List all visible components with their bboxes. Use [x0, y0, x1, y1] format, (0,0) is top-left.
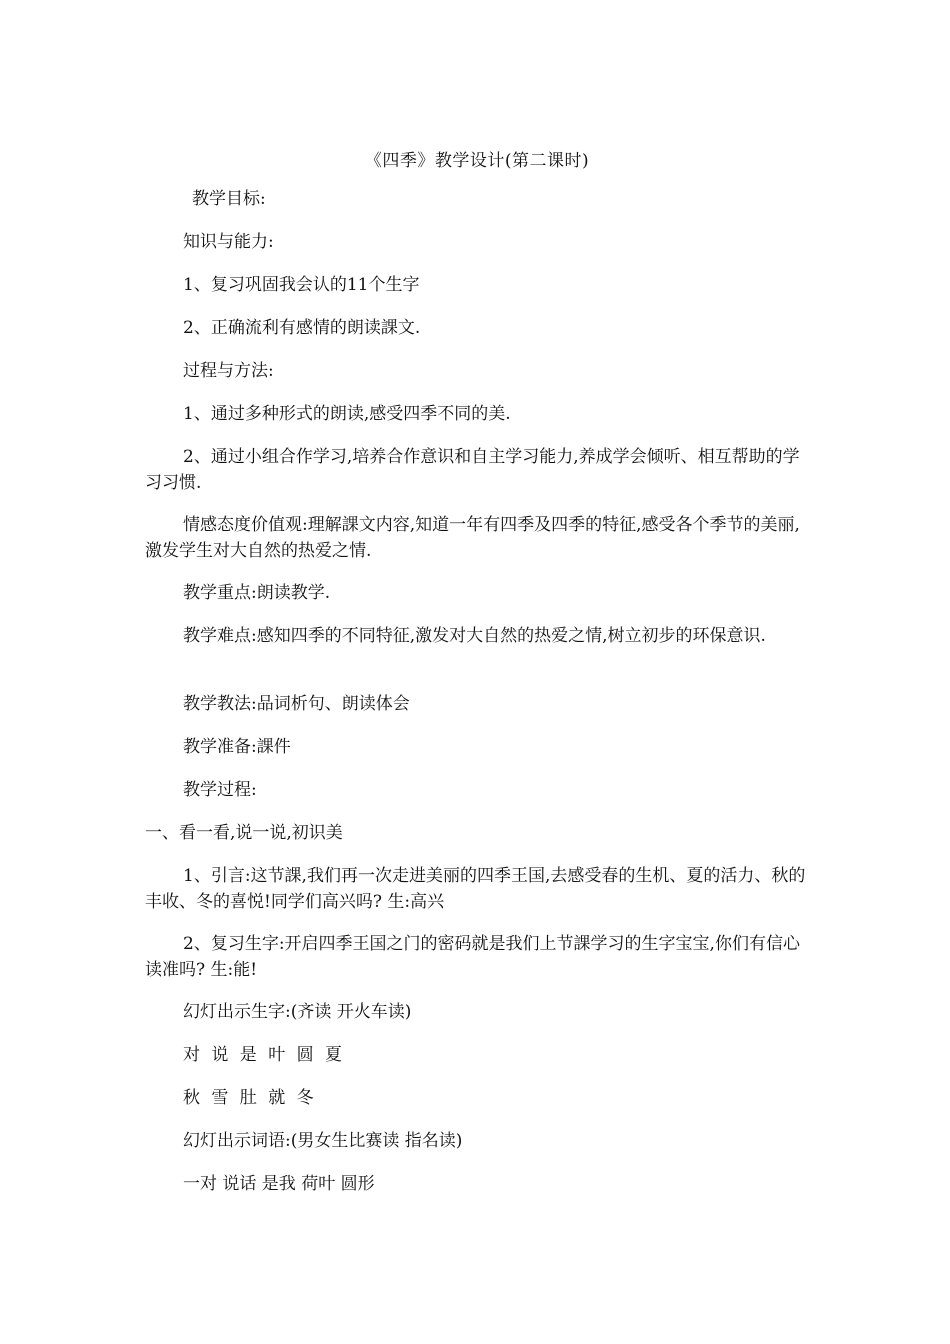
- paragraph-difficulty: 教学难点:感知四季的不同特征,激发对大自然的热爱之情,树立初步的环保意识.: [183, 626, 766, 646]
- paragraph-teaching-process: 教学过程:: [183, 780, 257, 800]
- document-title: 《四季》教学设计(第二课时): [364, 151, 590, 171]
- paragraph-goal-2: 2、正确流利有感情的朗读課文.: [183, 318, 421, 338]
- paragraph-knowledge-ability: 知识与能力:: [183, 232, 274, 252]
- paragraph-slide-characters: 幻灯出示生字:(齐读 开火车读): [183, 1002, 412, 1022]
- paragraph-key-point: 教学重点:朗读教学.: [183, 583, 331, 603]
- character-row-1: 对 说 是 叶 圆 夏: [183, 1045, 343, 1065]
- paragraph-method-1: 1、通过多种形式的朗读,感受四季不同的美.: [183, 404, 511, 424]
- paragraph-preparation: 教学准备:課件: [183, 737, 291, 757]
- paragraph-slide-words: 幻灯出示词语:(男女生比赛读 指名读): [183, 1131, 463, 1151]
- paragraph-intro: 1、引言:这节課,我们再一次走进美丽的四季王国,去感受春的生机、夏的活力、秋的丰收、冬的喜悦!同学们高兴吗? 生:高兴: [145, 866, 806, 912]
- paragraph-teaching-method: 教学教法:品词析句、朗读体会: [183, 694, 410, 714]
- word-row-1: 一对 说话 是我 荷叶 圆形: [183, 1174, 375, 1194]
- paragraph-emotion-values: 情感态度价值观:理解課文内容,知道一年有四季及四季的特征,感受各个季节的美丽,激发学生对大自然的热爱之情.: [145, 515, 800, 561]
- paragraph-process-method: 过程与方法:: [183, 361, 274, 381]
- paragraph-teaching-goals: 教学目标:: [192, 189, 266, 209]
- character-row-2: 秋 雪 肚 就 冬: [183, 1088, 314, 1108]
- paragraph-goal-1: 1、复习巩固我会认的11个生字: [183, 275, 420, 295]
- paragraph-method-2: 2、通过小组合作学习,培养合作意识和自主学习能力,养成学会倾听、相互帮助的学习习惯.: [145, 447, 800, 493]
- paragraph-review-characters: 2、复习生字:开启四季王国之门的密码就是我们上节課学习的生字宝宝,你们有信心读准吗? 生:能!: [145, 934, 800, 980]
- section-heading-1: 一、看一看,说一说,初识美: [145, 823, 343, 843]
